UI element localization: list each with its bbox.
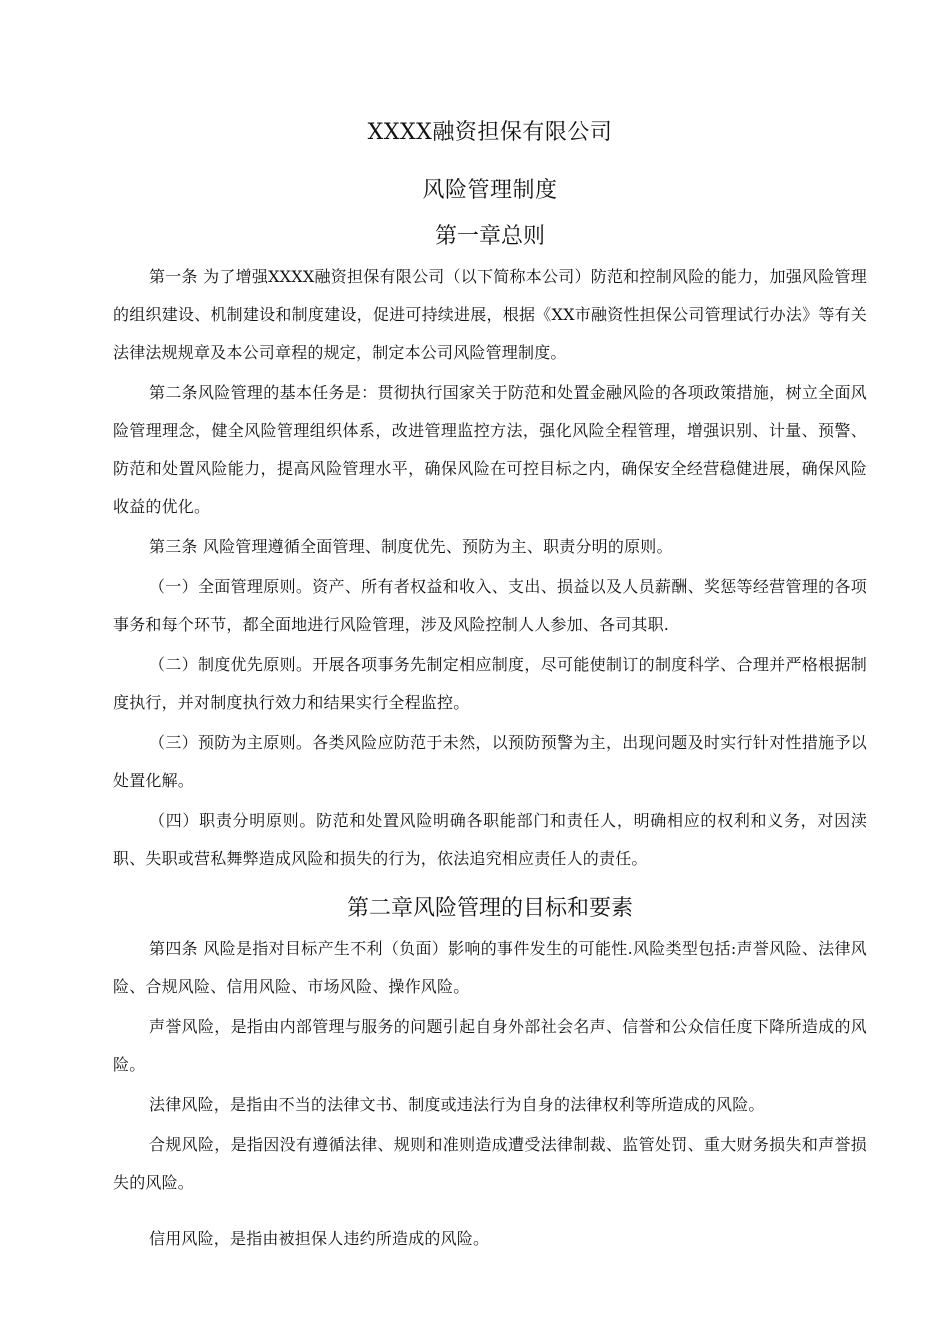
- legal-risk: 法律风险，是指由不当的法律文书、制度或违法行为自身的法律权利等所造成的风险。: [149, 1095, 765, 1114]
- reputation-risk: 声誉风险，是指由内部管理与服务的问题引起自身外部社会名声、信誉和公众信任度下降所造成的风险。: [113, 1017, 867, 1074]
- principle-2: （二）制度优先原则。开展各项事务先制定相应制度，尽可能使制订的制度科学、合理并严格根据制度执行，并对制度执行效力和结果实行全程监控。: [113, 655, 867, 712]
- principle-3: （三）预防为主原则。各类风险应防范于未然，以预防预警为主，出现问题及时实行针对性措施予以处置化解。: [113, 733, 867, 790]
- credit-risk: 信用风险，是指由被担保人违约所造成的风险。: [149, 1229, 490, 1248]
- document-page: [113, 112, 867, 1260]
- article-1: 第一条 为了增强XXXX融资担保有限公司（以下简称本公司）防范和控制风险的能力，加强风险管理的组织建设、机制建设和制度建设，促进可持续进展，根据《XX市融资性担保公司管理试行办法》等有关法律法规规章及本公司章程的规定，制定本公司风险管理制度。: [113, 267, 867, 362]
- article-4: 第四条 风险是指对目标产生不利（负面）影响的事件发生的可能性.风险类型包括:声誉风险、法律风险、合规风险、信用风险、市场风险、操作风险。: [113, 939, 867, 996]
- company-title: XXXX融资担保有限公司: [367, 120, 613, 145]
- chapter-1-title: 第一章总则: [434, 224, 545, 249]
- principle-4: （四）职责分明原则。防范和处置风险明确各职能部门和责任人，明确相应的权利和义务，对因渎职、失职或营私舞弊造成风险和损失的行为，依法追究相应责任人的责任。: [113, 811, 867, 868]
- document-title: 风险管理制度: [422, 178, 558, 203]
- article-3: 第三条 风险管理遵循全面管理、制度优先、预防为主、职责分明的原则。: [149, 537, 673, 556]
- article-2: 第二条风险管理的基本任务是：贯彻执行国家关于防范和处置金融风险的各项政策措施，树立全面风险管理理念，健全风险管理组织体系，改进管理监控方法，强化风险全程管理，增强识别、计量、预警、防范和处置风险能力，提高风险管理水平，确保风险在可控目标之内，确保安全经营稳健进展，确保风险收益的优化。: [113, 383, 867, 516]
- compliance-risk: 合规风险，是指因没有遵循法律、规则和准则造成遭受法律制裁、监管处罚、重大财务损失和声誉损失的风险。: [113, 1135, 867, 1192]
- chapter-2-title: 第二章风险管理的目标和要素: [346, 896, 633, 921]
- principle-1: （一）全面管理原则。资产、所有者权益和收入、支出、损益以及人员薪酬、奖惩等经营管理的各项事务和每个环节，都全面地进行风险管理，涉及风险控制人人参加、各司其职.: [113, 577, 867, 634]
